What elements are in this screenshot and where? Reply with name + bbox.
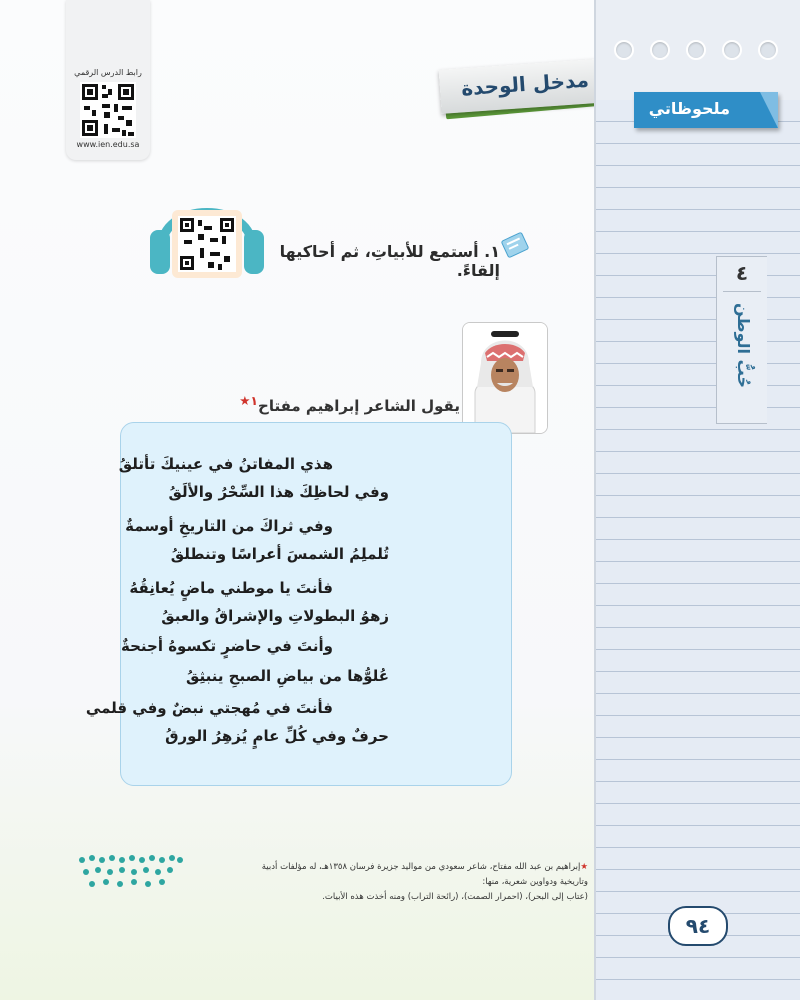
poet-footnote: [248, 860, 588, 905]
unit-divider: [723, 291, 761, 292]
verse-3a: فأنتَ يا موطني ماضٍ يُعانِقُهُ: [129, 579, 333, 597]
my-notes-label: ملحوظاتي: [648, 99, 730, 118]
verse-1a: هذي المفاتنُ في عينيكَ تأتلقُ: [118, 455, 333, 473]
verse-1b: وفي لحاظِكَ هذا السِّحْرُ والألَقُ: [168, 483, 389, 501]
unit-side-tab[interactable]: [716, 256, 767, 424]
unit-entrance-banner: [440, 58, 620, 120]
verse-5a: فأنتَ في مُهجتي نبضٌ وفي قلمي: [85, 699, 333, 717]
verse-2a: وفي ثراكَ من التاريخِ أوسمةٌ: [125, 517, 333, 535]
footnote-line-1: [248, 860, 588, 890]
my-notes-tab[interactable]: [634, 92, 778, 128]
audio-qr-headphones-icon[interactable]: [148, 180, 266, 280]
qr-url: www.ien.edu.sa: [76, 140, 140, 149]
qr-label: رابط الدرس الرقمي: [74, 68, 142, 77]
poet-photo: [462, 322, 548, 434]
digital-lesson-qr-tab[interactable]: [66, 0, 150, 160]
poem-box: [85, 422, 512, 786]
activity-tag-icon: [498, 228, 532, 262]
verse-5b: حرفٌ وفي كُلِّ عامٍ يُزهِرُ الورقُ: [165, 727, 389, 745]
verse-3b: زهوُ البطولاتِ والإشراقُ والعبقُ: [161, 607, 389, 625]
ministry-logo: [76, 852, 186, 892]
binder-ring: [722, 40, 742, 60]
unit-title-vertical: حُبُّ الوطن: [734, 303, 753, 389]
unit-entrance-title: مدخل الوحدة: [460, 67, 590, 101]
tab-fold: [760, 92, 778, 128]
footnote-marker[interactable]: ١★: [239, 393, 259, 408]
poet-intro-line: [220, 393, 460, 415]
footnote-text-1: إبراهيم بن عبد الله مفتاح، شاعر سعودي من مواليد جزيرة فرسان ١٣٥٨هـ، له مؤلفات أدبية وتاريخية ودواوين شعرية، منها:: [261, 862, 588, 887]
binder-ring: [650, 40, 670, 60]
verse-4a: وأنتَ في حاضرٍ تكسوهُ أجنحةٌ: [121, 637, 333, 655]
binder-ring: [686, 40, 706, 60]
page-number: ٩٤: [685, 914, 711, 938]
poet-intro-text: يقول الشاعر إبراهيم مفتاح: [258, 397, 460, 415]
footnote-star: ★: [580, 862, 588, 872]
verse-4b: عُلوُّها من بياضِ الصبحِ ينبثِقُ: [185, 667, 389, 685]
listen-instruction: ١. أستمع للأبياتِ، ثم أحاكيها إلقاءً.: [279, 242, 500, 280]
page-number-badge: [668, 906, 728, 946]
unit-number: ٤: [735, 261, 749, 285]
footnote-line-2: (عتاب إلى البحر)، (احمرار الصمت)، (رائحة التراب) ومنه أخذت هذه الأبيات.: [322, 892, 588, 902]
verse-2b: تُلملِمُ الشمسَ أعراسًا وتنطلقُ: [170, 545, 389, 563]
qr-code-icon[interactable]: [80, 82, 136, 138]
notebook-panel: [594, 0, 800, 1000]
binder-ring: [758, 40, 778, 60]
binder-ring: [614, 40, 634, 60]
